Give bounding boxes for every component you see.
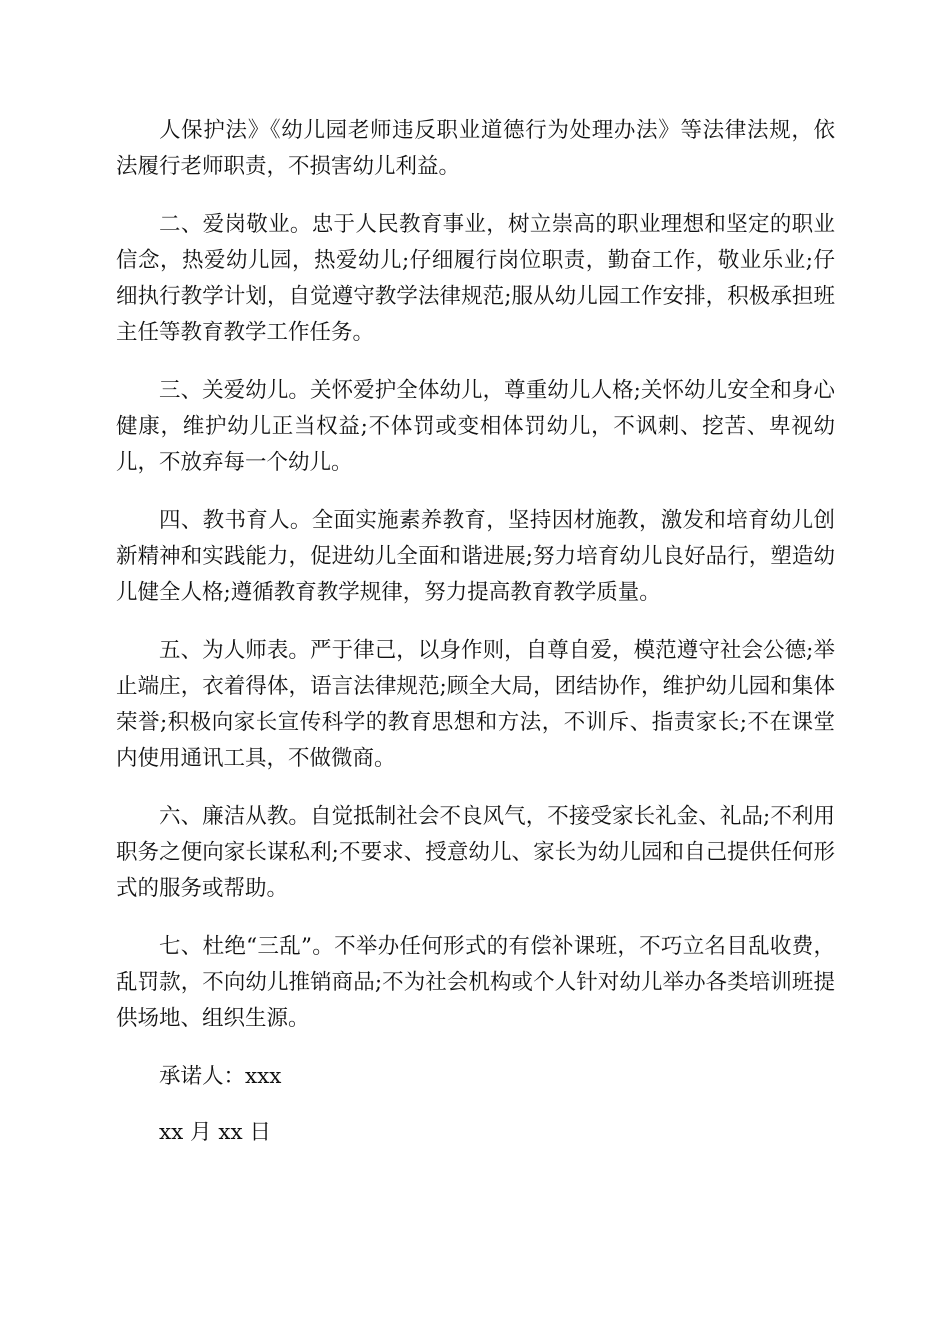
paragraph-dedication: 二、爱岗敬业。忠于人民教育事业，树立崇高的职业理想和坚定的职业信念，热爱幼儿园，热爱幼儿;仔细履行岗位职责，勤奋工作，敬业乐业;仔细执行教学计划，自觉遵守教学法律规范;服从幼儿园工作安排，积极承担班主任等教育教学工作任务。 — [116, 212, 835, 345]
paragraph-care-for-children: 三、关爱幼儿。关怀爱护全体幼儿，尊重幼儿人格;关怀幼儿安全和身心健康，维护幼儿正当权益;不体罚或变相体罚幼儿，不讽刺、挖苦、卑视幼儿，不放弃每一个幼儿。 — [116, 378, 835, 475]
paragraph-law-compliance-continued: 人保护法》《幼儿园老师违反职业道德行为处理办法》等法律法规，依法履行老师职责，不损害幼儿利益。 — [116, 118, 835, 179]
paragraph-integrity: 六、廉洁从教。自觉抵制社会不良风气，不接受家长礼金、礼品;不利用职务之便向家长谋私利;不要求、授意幼儿、家长为幼儿园和自己提供任何形式的服务或帮助。 — [116, 804, 835, 901]
document-body — [116, 113, 835, 1171]
signer-line: 承诺人：xxx — [159, 1064, 282, 1089]
date-line: xx 月 xx 日 — [159, 1120, 272, 1145]
paragraph-three-prohibitions: 七、杜绝“三乱”。不举办任何形式的有偿补课班，不巧立名目乱收费，乱罚款，不向幼儿推销商品;不为社会机构或个人针对幼儿举办各类培训班提供场地、组织生源。 — [116, 934, 835, 1031]
paragraph-role-model: 五、为人师表。严于律己，以身作则，自尊自爱，模范遵守社会公德;举止端庄，衣着得体，语言法律规范;顾全大局，团结协作，维护幼儿园和集体荣誉;积极向家长宣传科学的教育思想和方法，不训斥、指责家长;不在课堂内使用通讯工具，不做微商。 — [116, 638, 835, 771]
paragraph-teaching-and-educating: 四、教书育人。全面实施素养教育，坚持因材施教，激发和培育幼儿创新精神和实践能力，促进幼儿全面和谐进展;努力培育幼儿良好品行，塑造幼儿健全人格;遵循教育教学规律，努力提高教育教学质量。 — [116, 508, 835, 605]
